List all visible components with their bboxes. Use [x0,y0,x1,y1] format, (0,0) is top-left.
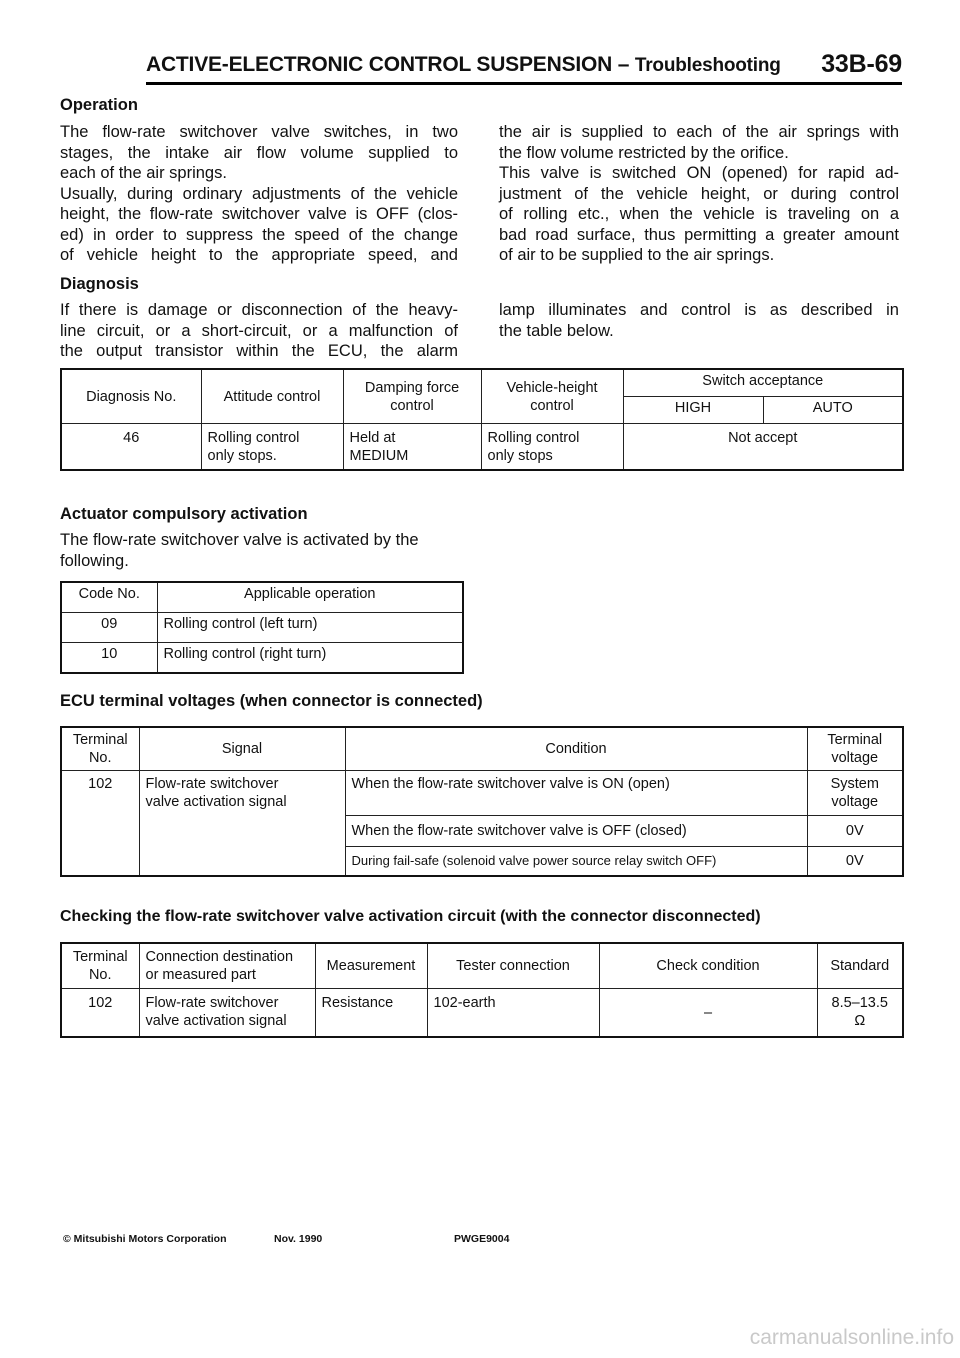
cell-line: Flow-rate switchover [145,995,279,1011]
header-tester-connection: Tester connection [427,943,599,989]
header-standard: Standard [817,943,903,989]
cell-measurement: Resistance [315,989,427,1038]
cell-line: voltage [831,794,879,810]
actuator-heading: Actuator compulsory activation [60,505,308,523]
header-diagnosis-no: Diagnosis No. [61,369,201,424]
table-row [61,771,903,816]
text-line: following. [60,551,129,570]
cell-voltage: 0V [807,816,903,847]
text-line: ed) in order to suppress the speed of the change [60,225,458,244]
header-terminal-no [61,727,139,771]
text-line: the flow volume restricted by the orifice. [499,143,789,162]
cell-height [481,424,623,471]
cell-line: Vehicle-height [506,379,598,396]
cell-condition: When the flow-rate switchover valve is ON (open) [345,771,807,816]
cell-line: only stops. [207,448,277,464]
header-title: ACTIVE-ELECTRONIC CONTROL SUSPENSION [146,53,613,76]
cell-line: or measured part [145,967,256,983]
header-switch-acceptance: Switch acceptance [623,369,903,397]
cell-line: control [390,397,434,414]
header-vehicle-height-control [481,369,623,424]
text-line: each of the air springs. [60,164,227,182]
header-condition: Condition [345,727,807,771]
page-number: 33B-69 [821,50,902,78]
checking-heading: Checking the flow-rate switchover valve activation circuit (with the connector disconnected) [60,908,761,925]
cell-standard [817,989,903,1038]
cell-destination [139,989,315,1038]
watermark: carmanualsonline.info [749,1326,954,1349]
cell-attitude [201,424,343,471]
header-damping-force-control [343,369,481,424]
header-auto: AUTO [763,397,903,424]
text-line: the air is supplied to each of the air springs with [499,123,899,141]
cell-line: Terminal [827,732,883,748]
table-row [61,989,903,1038]
diagnosis-left-text [60,300,458,362]
text-line: lamp illuminates and control is as described in [499,301,899,319]
cell-line: Rolling control [487,430,580,446]
cell-line: Ω [854,1013,866,1029]
header-applicable-operation: Applicable operation [157,582,463,613]
text-line: This valve is switched ON (opened) for rapid ad- [499,164,899,182]
cell-diagnosis-no: 46 [61,424,201,471]
header-dash: – [612,53,635,76]
footer-code: PWGE9004 [454,1233,510,1245]
header-code-no: Code No. [61,582,157,613]
header-attitude-control: Attitude control [201,369,343,424]
cell-check-condition: – [599,989,817,1038]
ecu-voltage-table [60,726,904,877]
cell-line: Rolling control [207,430,300,446]
cell-line: Flow-rate switchover [145,776,279,792]
cell-code-no: 09 [61,613,157,643]
text-line: The flow-rate switchover valve is activated by the [60,531,419,549]
table-row [61,643,463,674]
cell-line: valve activation signal [145,794,287,810]
text-line: Usually, during ordinary adjustments of the vehicle [60,184,458,203]
cell-code-no: 10 [61,643,157,674]
cell-line: Damping force [364,379,460,396]
cell-switch-acceptance: Not accept [623,424,903,471]
cell-line: No. [88,750,112,766]
cell-line: Held at [349,430,396,446]
header-title-group [146,53,781,77]
cell-line: Connection destination [145,949,294,965]
text-line: stages, the intake air flow volume supplied to [60,143,458,162]
cell-line: MEDIUM [349,448,409,464]
text-line: The flow-rate switchover valve switches, in two [60,123,458,141]
header-terminal-no [61,943,139,989]
cell-tester-connection: 102-earth [427,989,599,1038]
text-line: the output transistor within the ECU, the alarm [60,342,458,360]
text-line: of air to be supplied to the air springs. [499,246,775,264]
cell-line: voltage [831,750,879,766]
actuator-text [60,530,480,571]
cell-condition: During fail-safe (solenoid valve power source relay switch OFF) [345,847,807,877]
header-terminal-voltage [807,727,903,771]
header-connection-destination [139,943,315,989]
ecu-heading: ECU terminal voltages (when connector is connected) [60,692,483,710]
text-line: justment of the vehicle height, or during control [499,184,899,203]
operation-heading: Operation [60,96,138,114]
text-line: If there is damage or disconnection of the heavy- [60,301,458,319]
diagnosis-heading: Diagnosis [60,275,139,293]
operation-left-text [60,122,458,266]
operation-right-text [499,122,899,266]
diagnosis-right-text [499,300,899,341]
cell-voltage: 0V [807,847,903,877]
cell-operation: Rolling control (left turn) [157,613,463,643]
cell-line: Terminal [72,732,128,748]
table-row [61,424,903,471]
diagnosis-table [60,368,904,471]
cell-voltage [807,771,903,816]
text-line: bad road surface, thus permitting a greater amount [499,225,899,244]
header-subtitle: Troubleshooting [634,55,781,76]
table-header-row [61,727,903,771]
cell-line: only stops [487,448,553,464]
text-line: of rolling etc., when the vehicle is traveling on a [499,205,899,223]
cell-operation: Rolling control (right turn) [157,643,463,674]
page-header [146,50,902,85]
text-line: line circuit, or a short-circuit, or a malfunction of [60,321,458,340]
cell-terminal-no: 102 [61,989,139,1038]
cell-signal [139,771,345,877]
cell-condition: When the flow-rate switchover valve is OFF (closed) [345,816,807,847]
table-header-row [61,369,903,397]
header-measurement: Measurement [315,943,427,989]
header-high: HIGH [623,397,763,424]
cell-line: No. [88,967,112,983]
cell-line: 8.5–13.5 [831,995,888,1011]
table-row [61,613,463,643]
cell-line: valve activation signal [145,1013,287,1029]
footer-copyright: © Mitsubishi Motors Corporation [63,1233,227,1245]
cell-line: Terminal [72,949,128,965]
table-header-row [61,582,463,613]
table-header-row [61,943,903,989]
cell-line: System [830,776,879,792]
text-line: height, the flow-rate switchover valve is OFF (clos- [60,205,458,223]
text-line: the table below. [499,321,614,340]
header-signal: Signal [139,727,345,771]
cell-damping [343,424,481,471]
checking-table [60,942,904,1038]
text-line: of vehicle height to the appropriate speed, and [60,246,458,264]
actuator-table [60,581,464,674]
footer-date: Nov. 1990 [274,1233,323,1245]
cell-line: control [530,397,574,414]
cell-terminal-no: 102 [61,771,139,877]
header-check-condition: Check condition [599,943,817,989]
